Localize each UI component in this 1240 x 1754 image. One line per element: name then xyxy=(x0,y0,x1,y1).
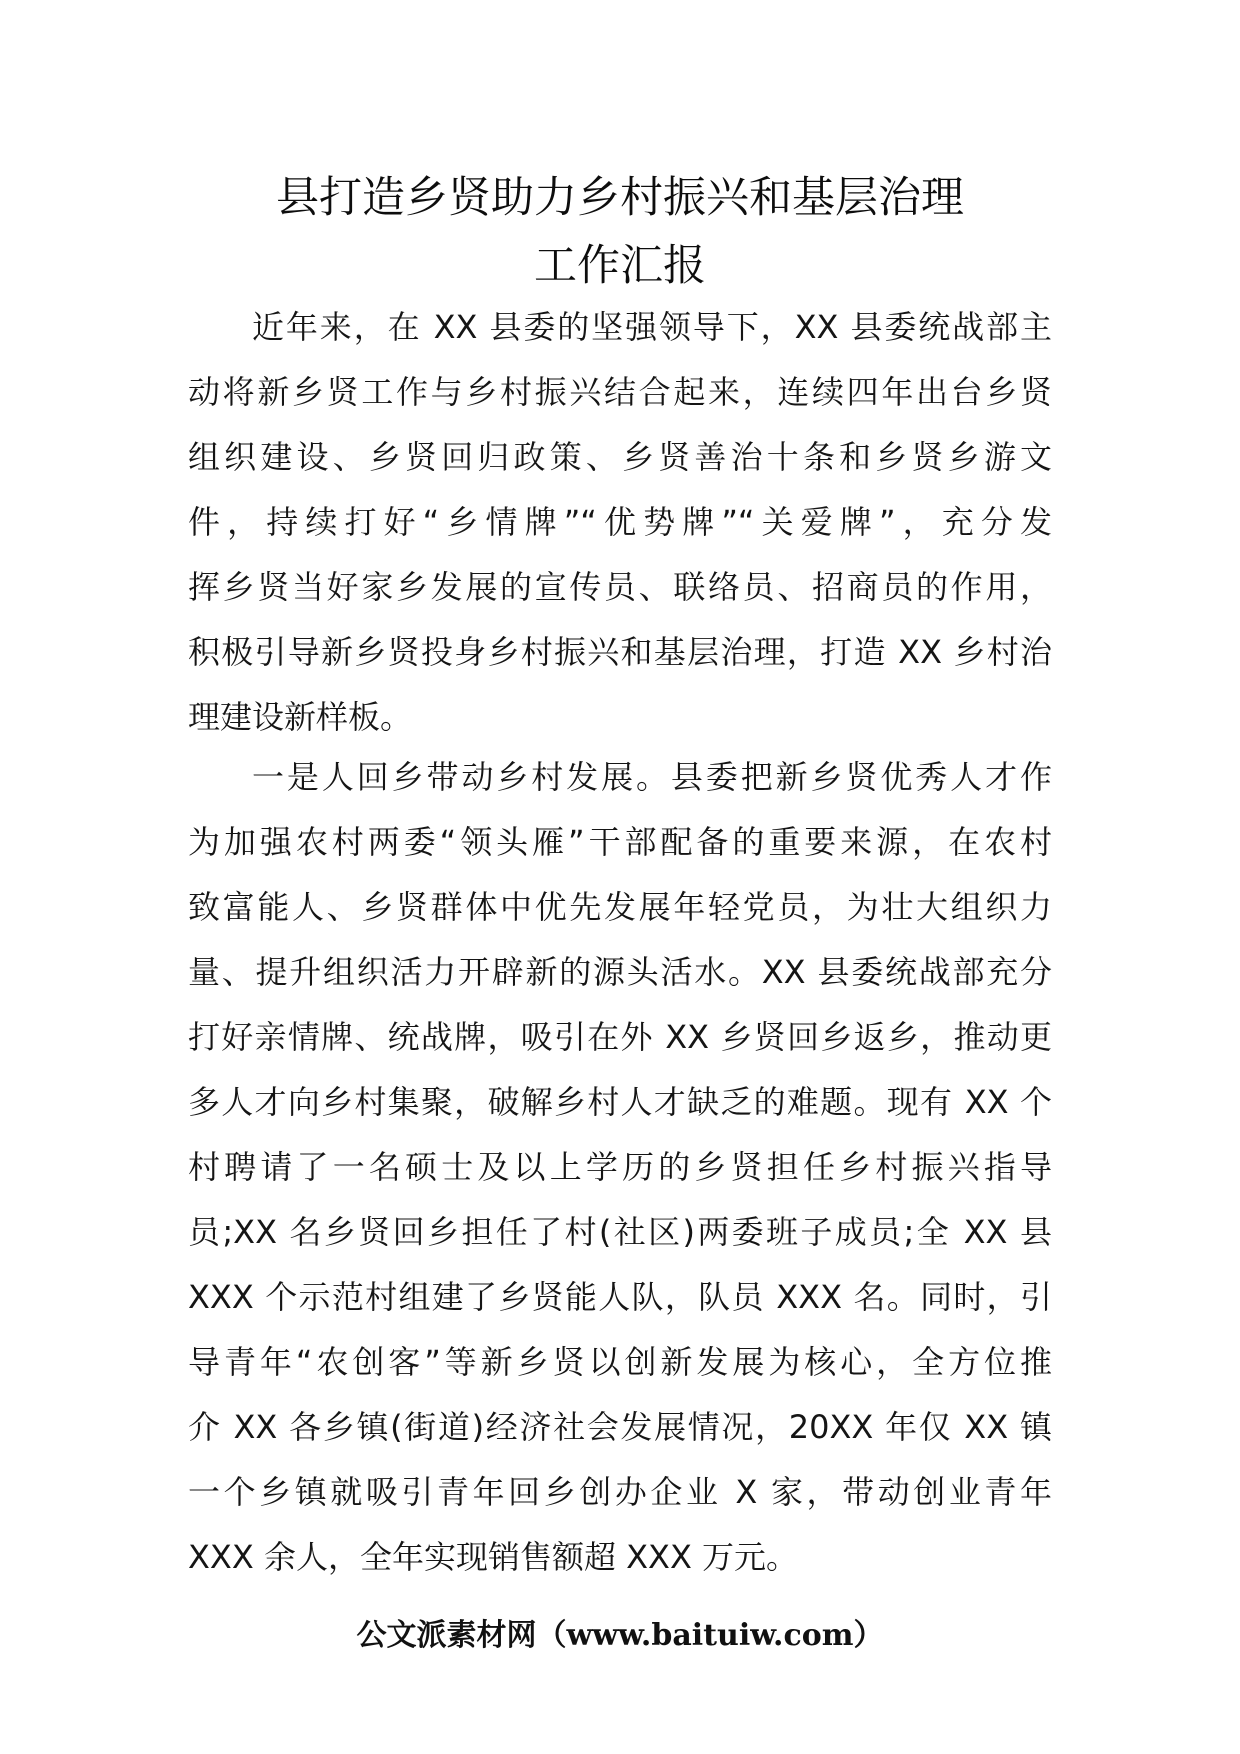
paragraph-line: 积极引导新乡贤投身乡村振兴和基层治理，打造 XX 乡村治 xyxy=(188,633,1052,671)
document-title-line-1: 县打造乡贤助力乡村振兴和基层治理 xyxy=(276,173,964,223)
paragraph-2 xyxy=(188,745,1052,1590)
paragraph-line: 介 XX 各乡镇(街道)经济社会发展情况，20XX 年仅 XX 镇 xyxy=(188,1408,1052,1446)
paragraph-line: 员;XX 名乡贤回乡担任了村(社区)两委班子成员;全 XX 县 xyxy=(188,1213,1052,1251)
paragraph-line: XXX 个示范村组建了乡贤能人队，队员 XXX 名。同时，引 xyxy=(188,1278,1052,1316)
paragraph-line: 一个乡镇就吸引青年回乡创办企业 X 家，带动创业青年 xyxy=(188,1473,1052,1511)
paragraph-line: 一是人回乡带动乡村发展。县委把新乡贤优秀人才作 xyxy=(252,758,1052,796)
paragraph-line: 组织建设、乡贤回归政策、乡贤善治十条和乡贤乡游文 xyxy=(188,438,1052,476)
paragraph-line: 村聘请了一名硕士及以上学历的乡贤担任乡村振兴指导 xyxy=(188,1148,1052,1186)
paragraph-1 xyxy=(188,295,1052,750)
paragraph-line: 致富能人、乡贤群体中优先发展年轻党员，为壮大组织力 xyxy=(188,888,1052,926)
paragraph-line: 理建设新样板。 xyxy=(188,698,413,736)
paragraph-line: 近年来，在 XX 县委的坚强领导下，XX 县委统战部主 xyxy=(252,308,1052,346)
paragraph-line: 量、提升组织活力开辟新的源头活水。XX 县委统战部充分 xyxy=(188,953,1052,991)
paragraph-line: 打好亲情牌、统战牌，吸引在外 XX 乡贤回乡返乡，推动更 xyxy=(188,1018,1052,1056)
paragraph-line: 挥乡贤当好家乡发展的宣传员、联络员、招商员的作用， xyxy=(188,568,1052,606)
paragraph-line: 件，持续打好“乡情牌”“优势牌”“关爱牌”，充分发 xyxy=(188,503,1052,541)
footer-source-line: 公文派素材网（www.baituiw.com） xyxy=(356,1618,884,1653)
paragraph-line: 动将新乡贤工作与乡村振兴结合起来，连续四年出台乡贤 xyxy=(188,373,1052,411)
paragraph-line: 为加强农村两委“领头雁”干部配备的重要来源，在农村 xyxy=(188,823,1052,861)
paragraph-line: 多人才向乡村集聚，破解乡村人才缺乏的难题。现有 XX 个 xyxy=(188,1083,1052,1121)
paragraph-line: 导青年“农创客”等新乡贤以创新发展为核心，全方位推 xyxy=(188,1343,1052,1381)
paragraph-line: XXX 余人，全年实现销售额超 XXX 万元。 xyxy=(188,1538,799,1576)
document-title-line-2: 工作汇报 xyxy=(534,241,706,291)
